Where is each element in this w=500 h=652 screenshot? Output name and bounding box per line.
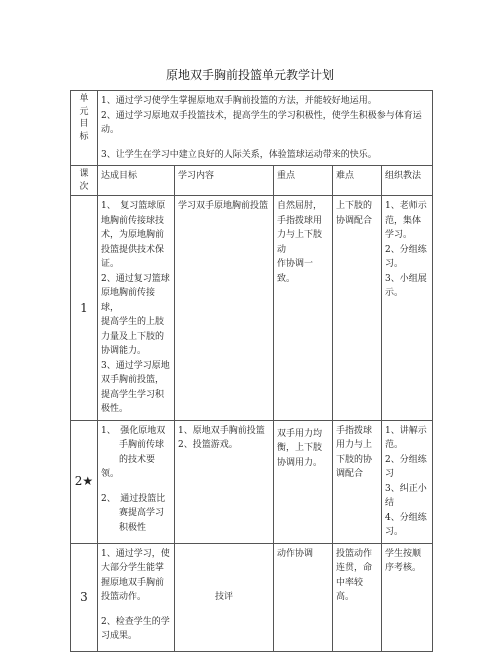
lesson-row-3 bbox=[71, 543, 433, 651]
lesson-plan-table bbox=[70, 90, 433, 652]
document-title: 原地双手胸前投篮单元教学计划 bbox=[165, 68, 334, 82]
header-key: 重点 bbox=[274, 166, 333, 196]
lesson-content: 学习双手原地胸前投篮 bbox=[175, 196, 274, 421]
lesson-number: 3 bbox=[71, 543, 98, 651]
header-method: 组织教法 bbox=[382, 166, 433, 196]
lesson-key: 动作协调 bbox=[274, 543, 333, 651]
lesson-method: 1、老师示 范，集体 学习。 2、分组练 习。 3、小组展 示。 bbox=[382, 196, 433, 421]
header-content: 学习内容 bbox=[175, 166, 274, 196]
lesson-row-2 bbox=[71, 420, 433, 543]
header-goal: 达成目标 bbox=[98, 166, 175, 196]
goal-item: 3、让学生在学习中建立良好的人际关系，体验篮球运动带来的快乐。 bbox=[101, 149, 377, 160]
lesson-key: 自然屈肘， 手指拨球用 力与上下肢动 作协调一致。 bbox=[274, 196, 333, 421]
header-lesson: 课 次 bbox=[71, 166, 98, 196]
lesson-goal: 1、 强化原地双 手胸前传球 的技术要领。 2、 通过投篮比 赛提高学习 积极性 bbox=[98, 420, 175, 543]
goals-row bbox=[71, 91, 433, 166]
lesson-goal: 1、通过学习，使 大部分学生能掌 握原地双手胸前 投篮动作。 2、检查学生的学 习成果。 bbox=[98, 543, 175, 651]
header-row bbox=[71, 166, 433, 196]
lesson-content: 1、原地双手胸前投篮 2、投篮游戏。 bbox=[175, 420, 274, 543]
lesson-difficulty: 上下肢的 协调配合 bbox=[333, 196, 382, 421]
goal-item: 1、通过学习使学生掌握原地双手胸前投篮的方法，并能较好地运用。 bbox=[101, 96, 377, 106]
lesson-key: 双手用力均 衡，上下肢 协调用力。 bbox=[274, 420, 333, 543]
goals-content bbox=[98, 91, 433, 166]
lesson-number: 2★ bbox=[71, 420, 98, 543]
lesson-content: 技评 bbox=[175, 543, 274, 651]
lesson-difficulty: 手指拨球 用力与上 下肢的协 调配合 bbox=[333, 420, 382, 543]
goals-label: 单 元 目 标 bbox=[71, 91, 98, 166]
lesson-difficulty: 投篮动作 连贯，命 中率较高。 bbox=[333, 543, 382, 651]
lesson-row-1 bbox=[71, 196, 433, 421]
header-difficulty: 难点 bbox=[333, 166, 382, 196]
lesson-goal: 1、 复习篮球原 地胸前传接球技 术，为原地胸前 投篮提供技术保 证。 2、通过复习篮球 原地胸前传接球， 提高学生的上肢 力量及上下肢的 协调能力。 3、通过学习原地 双手胸前投篮， 提高学生学习积 极性。 bbox=[98, 196, 175, 421]
goal-item: 2、通过学习原地双手投篮技术，提高学生的学习积极性，使学生积极参与体育运动。 bbox=[101, 110, 422, 135]
lesson-method: 1、讲解示 范。 2、分组练 习 3、纠正小 结 4、分组练 习。 bbox=[382, 420, 433, 543]
lesson-number: 1 bbox=[71, 196, 98, 421]
lesson-method: 学生按顺 序考核。 bbox=[382, 543, 433, 651]
